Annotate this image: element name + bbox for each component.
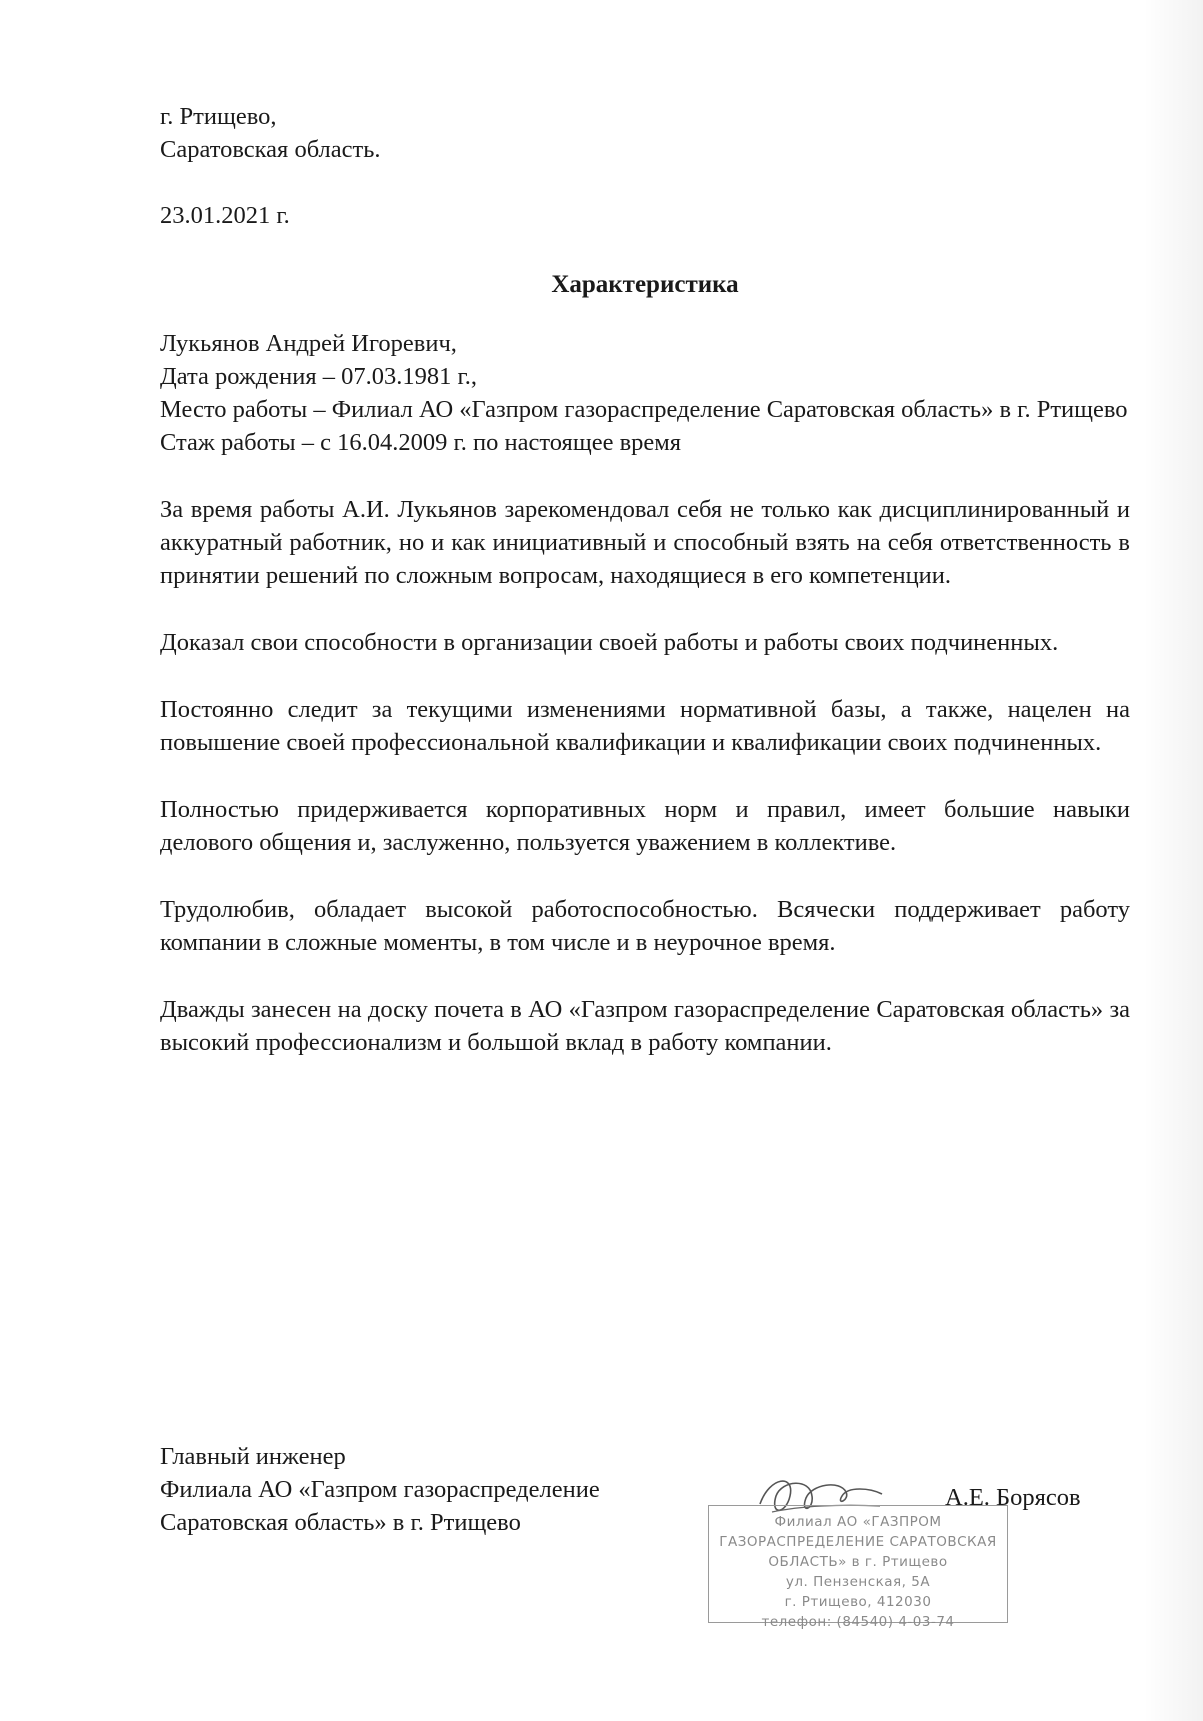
document-body [160, 100, 1130, 1059]
document-date: 23.01.2021 г. [160, 202, 290, 229]
signer-organization-line: Саратовская область» в г. Ртищево [160, 1509, 521, 1536]
stamp-line: г. Ртищево, 412030 [784, 1594, 932, 1610]
document-title: Характеристика [551, 271, 739, 298]
paragraph: Дважды занесен на доску почета в АО «Газпром газораспределение Саратовская область» за высокий профессионализм и большой вклад в работу компании. [160, 996, 1130, 1056]
signer-name: А.Е. Борясов [945, 1484, 1081, 1511]
person-workplace: Место работы – Филиал АО «Газпром газораспределение Саратовская область» в г. Ртищево [160, 396, 1128, 423]
signer-organization-line: Филиала АО «Газпром газораспределение [160, 1476, 600, 1503]
person-name: Лукьянов Андрей Игоревич, [160, 330, 457, 357]
person-experience: Стаж работы – с 16.04.2009 г. по настоящее время [160, 429, 682, 456]
signer-position: Главный инженер [160, 1443, 346, 1470]
organization-stamp [708, 1505, 1008, 1630]
stamp-line: ОБЛАСТЬ» в г. Ртищево [768, 1554, 948, 1570]
person-info [160, 327, 1130, 459]
place-block [160, 100, 1130, 166]
paragraph: За время работы А.И. Лукьянов зарекомендовал себя не только как дисциплинированный и аккуратный работник, но и как инициативный и способный взять на себя ответственность в принятии решений по сложным вопросам, находящиеся в его компетенции. [160, 496, 1130, 589]
person-birth-date: Дата рождения – 07.03.1981 г., [160, 363, 478, 390]
paragraph: Постоянно следит за текущими изменениями нормативной базы, а также, нацелен на повышение своей профессиональной квалификации и квалификации своих подчиненных. [160, 696, 1130, 756]
region-line: Саратовская область. [160, 136, 381, 163]
paragraph: Доказал свои способности в организации своей работы и работы своих подчиненных. [160, 629, 1059, 656]
date-block [160, 199, 1130, 232]
stamp-line: телефон: (84540) 4-03-74 [761, 1614, 955, 1630]
paragraph: Полностью придерживается корпоративных норм и правил, имеет большие навыки делового общения и, заслуженно, пользуется уважением в коллективе. [160, 796, 1130, 856]
city-line: г. Ртищево, [160, 103, 277, 130]
stamp-line: ул. Пензенская, 5А [785, 1574, 931, 1590]
paragraph: Трудолюбив, обладает высокой работоспособностью. Всячески поддерживает работу компании в сложные моменты, в том числе и в неурочное время. [160, 896, 1130, 956]
stamp-line: ГАЗОРАСПРЕДЕЛЕНИЕ САРАТОВСКАЯ [719, 1534, 997, 1550]
stamp-line: Филиал АО «ГАЗПРОМ [774, 1514, 942, 1530]
